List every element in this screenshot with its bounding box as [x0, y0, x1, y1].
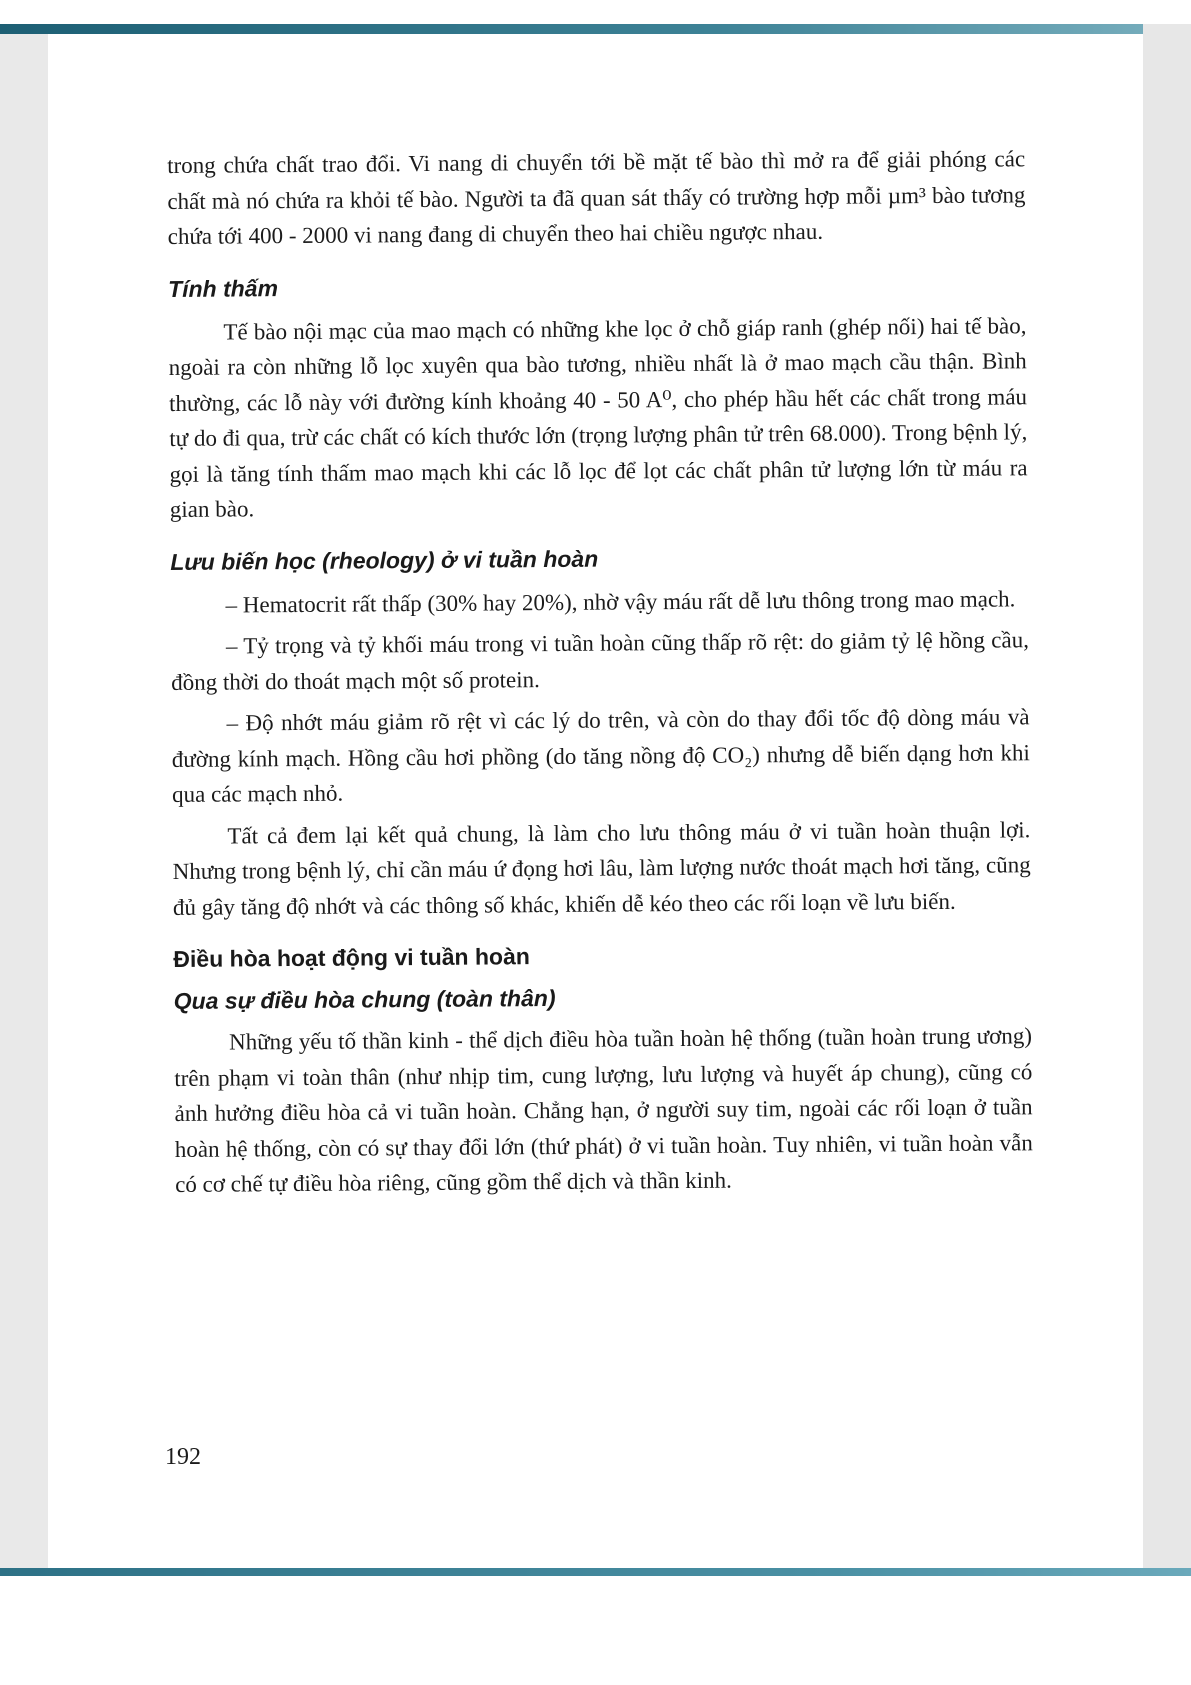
page-content: [167, 141, 1033, 1202]
heading-dieu-hoa: Điều hòa hoạt động vi tuần hoàn: [173, 943, 530, 972]
subheading-dieu-hoa-chung: Qua sự điều hòa chung (toàn thân): [173, 984, 556, 1014]
heading-tinh-tham: Tính thấm: [168, 274, 279, 302]
list-item-do-nhot: – Độ nhớt máu giảm rõ rệt vì các lý do trên, và còn do thay đổi tốc độ dòng máu và đường kính mạch. Hồng cầu hơi phồng (do tăng nồng độ CO₂) nhưng dễ biến dạng hơn khi qua các mạch nhỏ.: [171, 704, 1030, 807]
paragraph-tinh-tham: Tế bào nội mạc của mao mạch có những khe lọc ở chỗ giáp ranh (ghép nối) hai tế bào, ngoài ra còn những lỗ lọc xuyên qua bào tương, nhiều nhất là ở mao mạch cầu thận. Bình thường, các lỗ này với đường kính khoảng 40 - 50 A⁰, cho phép hầu hết các chất trong máu tự do đi qua, trừ các chất có kích thước lớn (trọng lượng phân tử trên 68.000). Trong bệnh lý, gọi là tăng tính thấm mao mạch khi các lỗ lọc để lọt các chất phân tử lượng lớn từ máu ra gian bào.: [168, 312, 1028, 522]
paragraph-dieu-hoa: Những yếu tố thần kinh - thể dịch điều hòa tuần hoàn hệ thống (tuần hoàn trung ương) trên phạm vi toàn thân (như nhịp tim, cung lượng, lưu lượng và huyết áp chung), cũng có ảnh hưởng điều hòa cả vi tuần hoàn. Chẳng hạn, ở người suy tim, ngoài các rối loạn ở tuần hoàn hệ thống, còn có sự thay đổi lớn (thứ phát) ở vi tuần hoàn. Tuy nhiên, vi tuần hoàn vẫn có cơ chế tự điều hòa riêng, cũng gồm thể dịch và thần kinh.: [174, 1023, 1033, 1197]
paragraph-summary: Tất cả đem lại kết quả chung, là làm cho lưu thông máu ở vi tuần hoàn thuận lợi. Nhưng trong bệnh lý, chỉ cần máu ứ đọng hơi lâu, làm lượng nước thoát mạch hơi tăng, cũng đủ gây tăng độ nhớt và các thông số khác, khiến dễ kéo theo các rối loạn về lưu biến.: [172, 816, 1031, 920]
bottom-border-strip: [0, 1568, 1191, 1576]
list-item-hematocrit: – Hematocrit rất thấp (30% hay 20%), nhờ vậy máu rất dễ lưu thông trong mao mạch.: [225, 585, 1016, 618]
left-margin-shadow: [0, 34, 48, 1568]
page-number: 192: [165, 1444, 201, 1470]
paragraph-continuation: trong chứa chất trao đổi. Vi nang di chuyển tới bề mặt tế bào thì mở ra để giải phóng các chất mà nó chứa ra khỏi tế bào. Người ta đã quan sát thấy có trường hợp mỗi µm³ bào tương chứa tới 400 - 2000 vi nang đang di chuyển theo hai chiều ngược nhau.: [167, 146, 1026, 249]
list-item-ty-trong: – Tỷ trọng và tỷ khối máu trong vi tuần hoàn cũng thấp rõ rệt: do giảm tỷ lệ hồng cầu, đồng thời do thoát mạch một số protein.: [171, 627, 1029, 695]
heading-luu-bien-hoc: Lưu biến học (rheology) ở vi tuần hoàn: [170, 545, 599, 575]
top-border-strip: [0, 24, 1191, 34]
right-margin-shadow: [1143, 24, 1191, 1568]
